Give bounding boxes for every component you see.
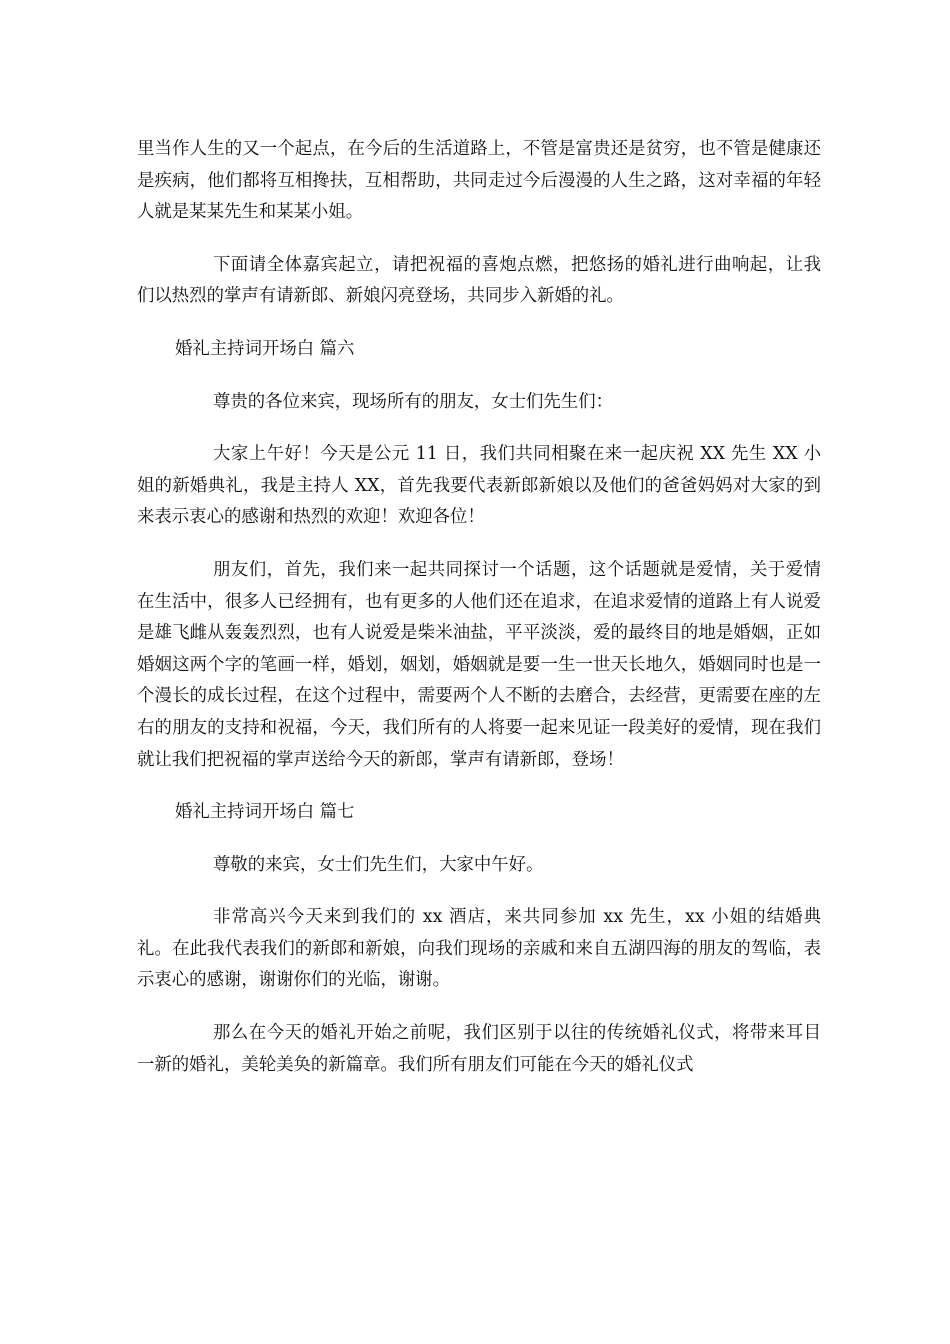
paragraph-greeting-seven: 尊敬的来宾，女士们先生们，大家中午好。 [213,854,544,875]
section-heading-part-six: 婚礼主持词开场白 篇六 [175,338,355,359]
document-body [137,134,821,1102]
paragraph-invite-guests: 下面请全体嘉宾起立，请把祝福的喜炮点燃，把悠扬的婚礼进行曲响起，让我们以热烈的掌声有请新郎、新娘闪亮登场，共同步入新婚的礼。 [137,254,821,307]
paragraph-continuation: 里当作人生的又一个起点，在今后的生活道路上，不管是富贵还是贫穷，也不管是健康还是疾病，他们都将互相搀扶，互相帮助，共同走过今后漫漫的人生之路，这对幸福的年轻人就是某某先生和某某小姐。 [137,139,821,223]
paragraph-love-topic: 朋友们，首先，我们来一起共同探讨一个话题，这个话题就是爱情，关于爱情在生活中，很多人已经拥有，也有更多的人他们还在追求，在追求爱情的道路上有人说爱是雄飞雌从轰轰烈烈，也有人说爱是柴米油盐，平平淡淡，爱的最终目的地是婚姻，正如婚姻这两个字的笔画一样，婚划，姻划，婚姻就是要一生一世天长地久，婚姻同时也是一个漫长的成长过程，在这个过程中，需要两个人不断的去磨合，去经营，更需要在座的左右的朋友的支持和祝福，今天，我们所有的人将要一起来见证一段美好的爱情，现在我们就让我们把祝福的掌声送给今天的新郎，掌声有请新郎，登场！ [137,559,821,770]
section-heading-part-seven: 婚礼主持词开场白 篇七 [175,802,355,823]
paragraph-welcome: 大家上午好！今天是公元 11 日，我们共同相聚在来一起庆祝 XX 先生 XX 小姐的新婚典礼，我是主持人 XX，首先我要代表新郎新娘以及他们的爸爸妈妈对大家的到来表示衷心的感谢和热烈的欢迎！欢迎各位！ [137,444,821,528]
paragraph-ceremony-intro: 那么在今天的婚礼开始之前呢，我们区别于以往的传统婚礼仪式，将带来耳目一新的婚礼，美轮美奂的新篇章。我们所有朋友们可能在今天的婚礼仪式 [137,1023,821,1075]
paragraph-hotel-welcome: 非常高兴今天来到我们的 xx 酒店，来共同参加 xx 先生，xx 小姐的结婚典礼。在此我代表我们的新郎和新娘，向我们现场的亲戚和来自五湖四海的朋友的驾临，表示衷心的感谢，谢谢你们的光临，谢谢。 [137,907,821,991]
paragraph-greeting: 尊贵的各位来宾，现场所有的朋友，女士们先生们： [213,391,613,412]
